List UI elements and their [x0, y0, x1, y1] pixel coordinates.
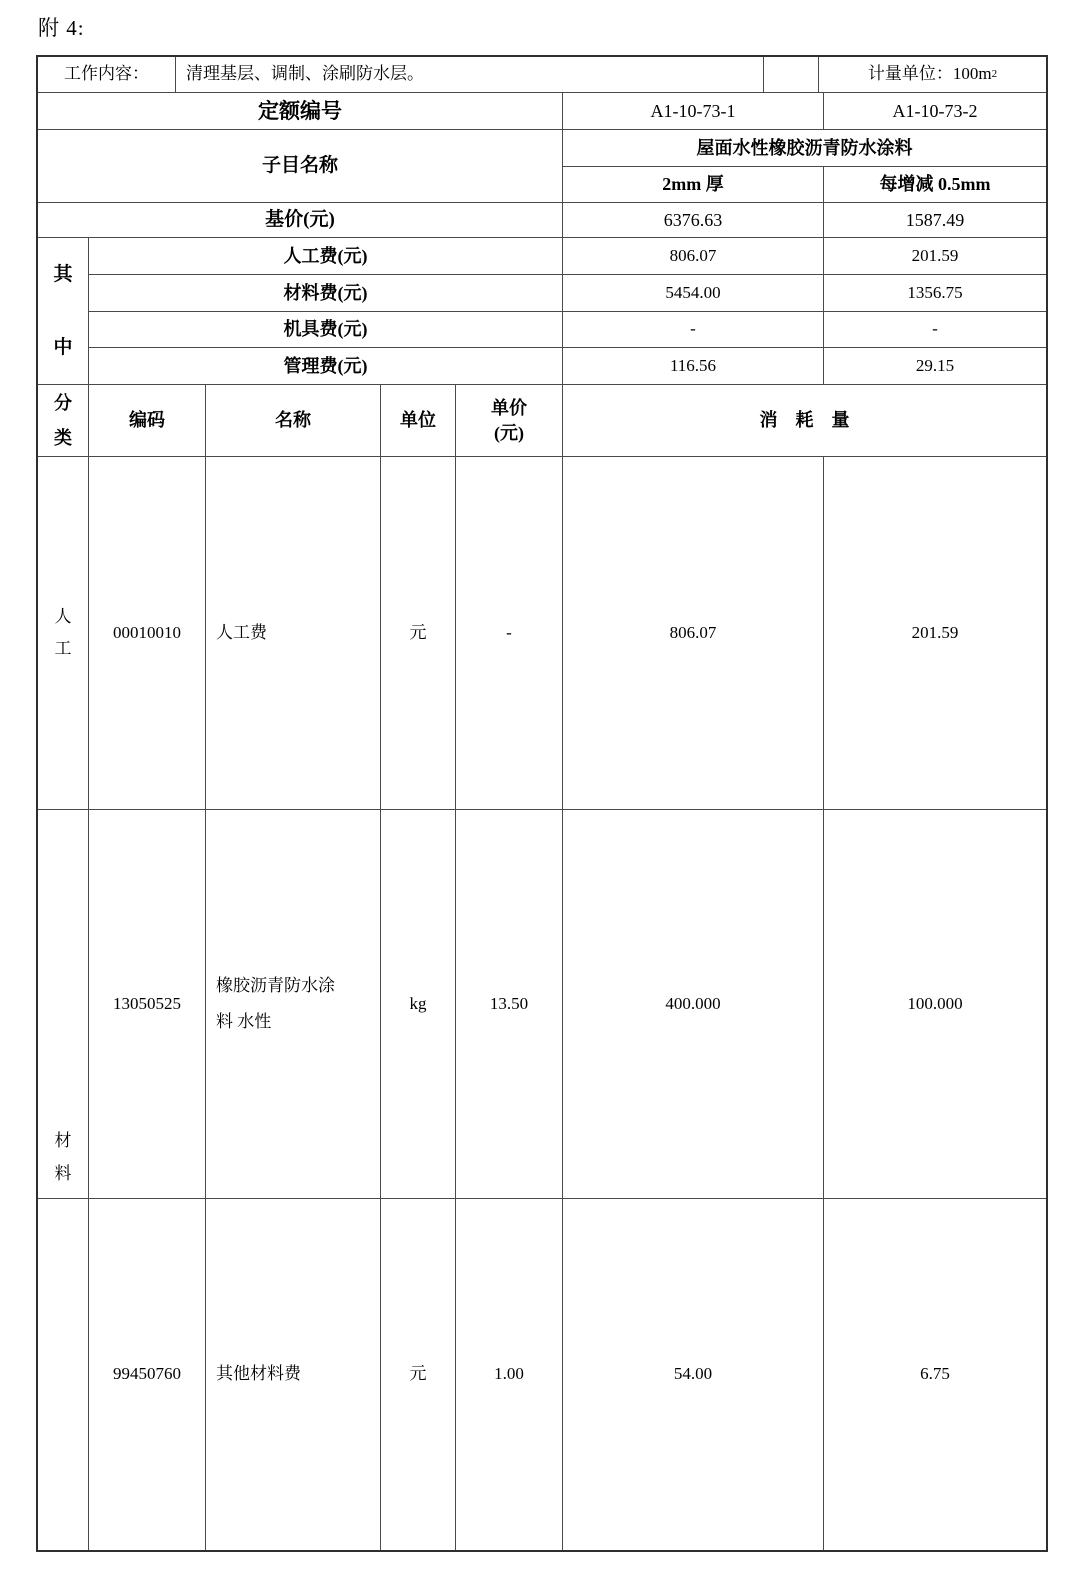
row-unit: 元	[381, 1199, 456, 1550]
item-group-header: 屋面水性橡胶沥青防水涂料	[563, 130, 1046, 167]
row-name	[206, 810, 381, 1199]
measuring-unit-exponent: 2	[991, 68, 998, 81]
item-sub-1: 2mm 厚	[563, 167, 824, 203]
row-code: 13050525	[89, 810, 206, 1199]
row-consumption-1: 806.07	[563, 457, 824, 810]
component-label-labor: 人工费(元)	[89, 238, 563, 275]
consumption-header: 消 耗 量	[563, 385, 1046, 457]
row-name: 其他材料费	[206, 1199, 381, 1550]
row-name-line-2: 料 水性	[216, 1012, 272, 1031]
component-label-management: 管理费(元)	[89, 348, 563, 385]
row-unit-price: 1.00	[456, 1199, 563, 1550]
item-sub-2: 每增减 0.5mm	[824, 167, 1046, 203]
row-consumption-1: 54.00	[563, 1199, 824, 1550]
quota-code-label: 定额编号	[38, 93, 563, 130]
component-labor-v2: 201.59	[824, 238, 1046, 275]
measuring-unit-cell	[819, 57, 1046, 93]
row-code: 00010010	[89, 457, 206, 810]
category-labor-char-2: 工	[54, 639, 72, 658]
component-label-material: 材料费(元)	[89, 275, 563, 312]
unit-price-header	[456, 385, 563, 457]
row-unit: 元	[381, 457, 456, 810]
quota-code-2: A1-10-73-2	[824, 93, 1046, 130]
quota-code-1: A1-10-73-1	[563, 93, 824, 130]
code-header: 编码	[89, 385, 206, 457]
among-char-1: 其	[53, 263, 73, 285]
row-code: 99450760	[89, 1199, 206, 1550]
row-consumption-2: 6.75	[920, 1364, 950, 1384]
component-machine-v2: -	[824, 312, 1046, 348]
base-price-2: 1587.49	[824, 203, 1046, 238]
category-header-char-1: 分	[54, 393, 72, 414]
category-material-char-2: 料	[54, 1163, 72, 1183]
unit-price-header-line-2: (元)	[494, 422, 524, 443]
row-unit: kg	[381, 810, 456, 1199]
component-material-v2: 1356.75	[824, 275, 1046, 312]
measuring-unit-value: 100m	[952, 64, 992, 84]
component-machine-v1: -	[563, 312, 824, 348]
category-header-char-2: 类	[54, 427, 72, 448]
component-labor-v1: 806.07	[563, 238, 824, 275]
name-header: 名称	[206, 385, 381, 457]
component-management-v2: 29.15	[824, 348, 1046, 385]
base-price-label: 基价(元)	[38, 203, 563, 238]
unit-price-header-line-1: 单价	[491, 398, 527, 419]
base-price-1: 6376.63	[563, 203, 824, 238]
attachment-label: 附 4:	[38, 16, 85, 40]
row-consumption-2: 201.59	[824, 457, 1046, 810]
row-consumption-1: 400.000	[563, 810, 824, 1199]
row-unit-price: 13.50	[456, 810, 563, 1199]
category-cell-empty	[38, 1199, 89, 1550]
work-content-label: 工作内容：	[38, 57, 176, 93]
quota-table	[36, 55, 1048, 1552]
category-header	[38, 385, 89, 457]
row-name-line-1: 橡胶沥青防水涂	[216, 976, 335, 996]
category-cell-labor	[38, 457, 89, 810]
measuring-unit-label: 计量单位：	[867, 64, 953, 84]
category-material-char-1: 材	[54, 1131, 72, 1151]
unit-header: 单位	[381, 385, 456, 457]
category-labor-char-1: 人	[54, 606, 72, 626]
empty-spacer-cell	[764, 57, 819, 93]
component-label-machine: 机具费(元)	[89, 312, 563, 348]
item-name-label: 子目名称	[38, 130, 563, 203]
row-consumption-2: 100.000	[824, 810, 1046, 1199]
work-content-text: 清理基层、调制、涂刷防水层。	[176, 57, 764, 93]
component-management-v1: 116.56	[563, 348, 824, 385]
row-unit-price: -	[456, 457, 563, 810]
row-name: 人工费	[206, 457, 381, 810]
among-label	[38, 238, 89, 385]
category-cell-material	[38, 810, 89, 1199]
among-char-2: 中	[53, 336, 73, 358]
component-material-v1: 5454.00	[563, 275, 824, 312]
